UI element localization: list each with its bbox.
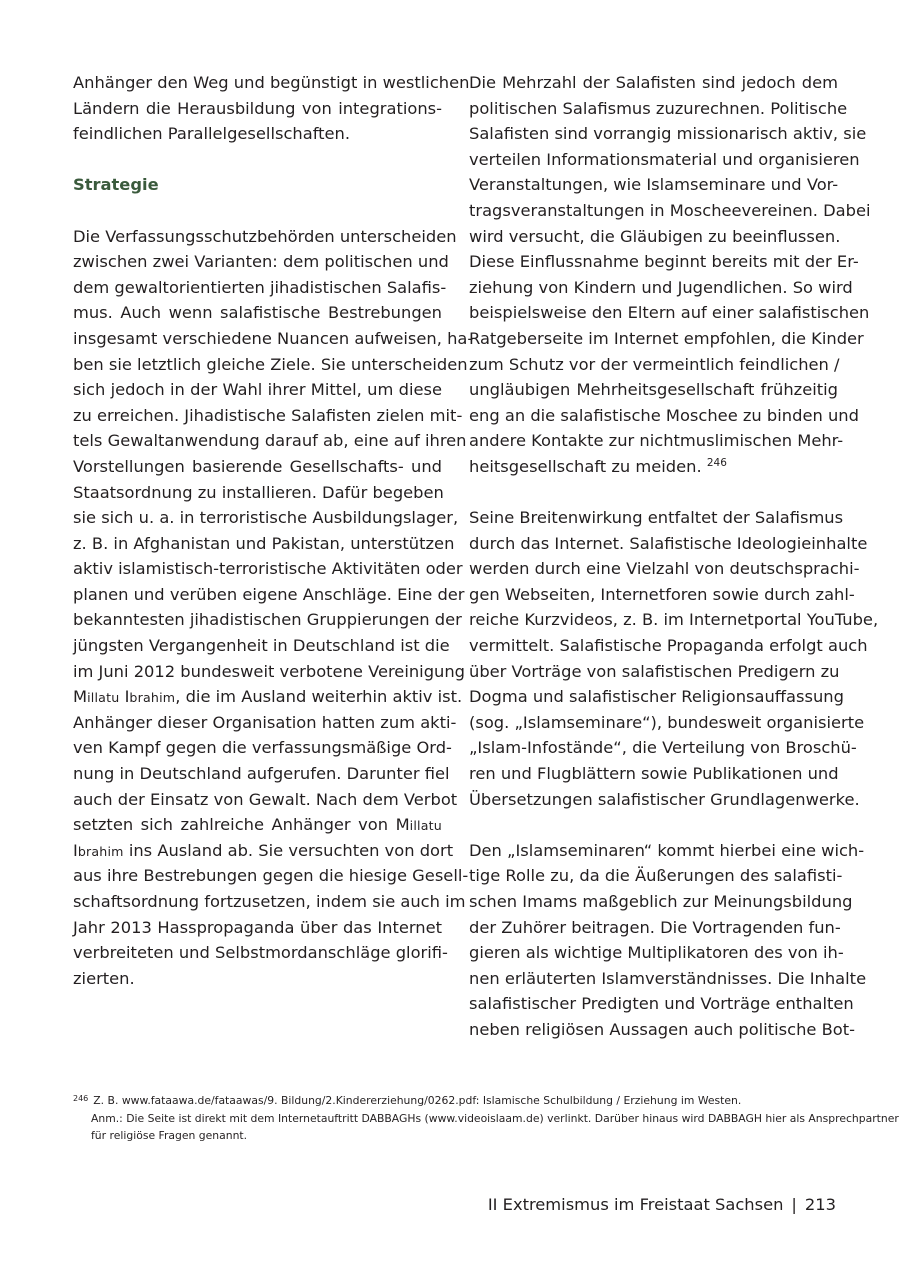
text-line: schaftsordnung fortzusetzen, indem sie auch im [73, 892, 466, 911]
page-number: 213 [804, 1195, 836, 1214]
text-line: Ratgeberseite im Internet empfohlen, die Kinder [469, 328, 864, 348]
text-line: zwischen zwei Varianten: dem politischen und [73, 252, 449, 272]
text-line: insgesamt verschiedene Nuancen aufweisen, ha- [73, 328, 474, 348]
text-line: Anhänger den Weg und begünstigt in westlichen [73, 73, 470, 92]
text-line: ren und Flugblättern sowie Publikationen und [469, 764, 839, 784]
text-line: sich jedoch in der Wahl ihrer Mittel, um diese [73, 380, 442, 400]
text-line: dem gewaltorientierten jihadistischen Salafis- [73, 277, 447, 297]
footnote-ref[interactable]: 246 [706, 456, 727, 469]
text-line: ben sie letztlich gleiche Ziele. Sie unterscheiden [73, 354, 468, 374]
text-line: nung in Deutschland aufgerufen. Darunter fiel [73, 764, 450, 784]
text-line: verbreiteten und Selbstmordanschläge glorifi- [73, 943, 448, 963]
footnote-line: Anm.: Die Seite ist direkt mit dem Internetauftritt DABBAGHs (www.videoislaam.de) verlinkt. Darüber hinaus wird DABBAGH hier als Ansprechpartner [91, 1111, 899, 1125]
text-line: aus ihre Bestrebungen gegen die hiesige Gesell- [73, 866, 469, 886]
text-line: z. B. in Afghanistan und Pakistan, unterstützen [73, 533, 455, 553]
text-line-org-name: setzten sich zahlreiche Anhänger von Millatu [73, 815, 442, 835]
text-line: Veranstaltungen, wie Islamseminare und Vor- [469, 175, 839, 195]
body-paragraph [469, 505, 879, 812]
text-line: werden durch eine Vielzahl von deutschsprachi- [469, 559, 860, 579]
text-line-org-name: Ibrahim ins Ausland ab. Sie versuchten von dort [73, 840, 454, 860]
text-line: Die Verfassungsschutzbehörden unterscheiden [73, 226, 457, 246]
running-footer-title: II Extremismus im Freistaat Sachsen [487, 1195, 784, 1214]
text-line: Den „Islamseminaren“ kommt hierbei eine wich- [469, 840, 865, 860]
section-heading: Strategie [73, 175, 159, 195]
text-line: verteilen Informationsmaterial und organisieren [469, 149, 860, 169]
text-line: zu erreichen. Jihadistische Salafisten zielen mit- [73, 405, 463, 425]
text-line: ven Kampf gegen die verfassungsmäßige Ord- [73, 738, 452, 758]
text-line: tels Gewaltanwendung darauf ab, eine auf ihren [73, 431, 467, 451]
text-line: Ländern die Herausbildung von integrations- [73, 98, 442, 118]
text-line: Anhänger dieser Organisation hatten zum akti- [73, 712, 457, 732]
text-line: tragsveranstaltungen in Moscheevereinen. Dabei [469, 200, 871, 220]
text-line: ziehung von Kindern und Jugendlichen. So wird [469, 277, 853, 297]
text-line: reiche Kurzvideos, z. B. im Internetportal YouTube, [469, 610, 879, 630]
body-paragraph [469, 70, 871, 480]
text-line: jüngsten Vergangenheit in Deutschland ist die [73, 636, 450, 656]
right-column [469, 70, 879, 1043]
text-line: Jahr 2013 Hasspropaganda über das Internet [73, 917, 442, 937]
text-line: neben religiösen Aussagen auch politische Bot- [469, 1019, 855, 1039]
text-line: Diese Einflussnahme beginnt bereits mit der Er- [469, 252, 859, 272]
text-line: Vorstellungen basierende Gesellschafts- und [73, 456, 442, 476]
text-line: im Juni 2012 bundesweit verbotene Vereinigung [73, 661, 465, 681]
text-line: andere Kontakte zur nichtmuslimischen Mehr- [469, 431, 844, 451]
text-line: Seine Breitenwirkung entfaltet der Salafismus [469, 508, 844, 528]
text-line: aktiv islamistisch-terroristische Aktivitäten oder [73, 559, 463, 579]
text-line: eng an die salafistische Moschee zu binden und [469, 405, 859, 425]
text-line: zum Schutz vor der vermeintlich feindlichen / [469, 354, 840, 374]
left-column [73, 70, 474, 991]
text-line: bekanntesten jihadistischen Gruppierungen der [73, 610, 462, 630]
text-line: beispielsweise den Eltern auf einer salafistischen [469, 303, 870, 323]
text-line: politischen Salafismus zuzurechnen. Politische [469, 98, 848, 118]
text-line-org-name: Millatu Ibrahim, die im Ausland weiterhin aktiv ist. [73, 687, 463, 707]
text-line: tige Rolle zu, da die Äußerungen des salafisti- [469, 866, 843, 886]
body-paragraph [469, 838, 867, 1043]
footnote-line: für religiöse Fragen genannt. [91, 1129, 248, 1142]
text-line: heitsgesellschaft zu meiden. $^{246}$ [469, 456, 727, 476]
text-line: Staatsordnung zu installieren. Dafür begeben [73, 482, 444, 502]
text-line: ungläubigen Mehrheitsgesellschaft frühzeitig [469, 380, 838, 400]
text-line: „Islam-Infostände“, die Verteilung von Broschü- [469, 738, 857, 758]
footnote-number: 246 [73, 1094, 89, 1103]
text-line: mus. Auch wenn salafistische Bestrebungen [73, 303, 442, 323]
text-line: gieren als wichtige Multiplikatoren des von ih- [469, 943, 844, 963]
text-line: durch das Internet. Salafistische Ideologieinhalte [469, 533, 868, 553]
text-line: schen Imams maßgeblich zur Meinungsbildung [469, 892, 853, 911]
text-line: gen Webseiten, Internetforen sowie durch zahl- [469, 584, 855, 604]
text-line: feindlichen Parallelgesellschaften. [73, 124, 351, 144]
text-line: Übersetzungen salafistischer Grundlagenwerke. [469, 789, 860, 809]
text-line: Salafisten sind vorrangig missionarisch aktiv, sie [469, 124, 867, 144]
text-line: nen erläuterten Islamverständnisses. Die Inhalte [469, 968, 867, 988]
text-line: planen und verüben eigene Anschläge. Eine der [73, 584, 465, 604]
body-paragraph [73, 224, 474, 992]
footnote-line: $^{246}$ Z. B. www.fataawa.de/fataawas/9. Bildung/2.Kindererziehung/0262.pdf: Islamische Schulbildung / Erziehung im Westen. [73, 1094, 742, 1107]
page-footer [488, 1195, 836, 1214]
text-line: auch der Einsatz von Gewalt. Nach dem Verbot [73, 789, 458, 809]
text-line: salafistischer Predigten und Vorträge enthalten [469, 994, 854, 1014]
footnotes [73, 1090, 899, 1145]
text-line: wird versucht, die Gläubigen zu beeinflussen. [469, 226, 841, 246]
text-line: zierten. [73, 968, 135, 988]
text-line: Dogma und salafistischer Religionsauffassung [469, 687, 844, 707]
text-line: sie sich u. a. in terroristische Ausbildungslager, [73, 508, 459, 528]
text-line: Die Mehrzahl der Salafisten sind jedoch dem [469, 73, 838, 92]
text-line: vermittelt. Salafistische Propaganda erfolgt auch [469, 636, 868, 656]
text-line: über Vorträge von salafistischen Predigern zu [469, 661, 840, 681]
footer-separator: | [791, 1195, 797, 1214]
text-line: der Zuhörer beitragen. Die Vortragenden fun- [469, 917, 841, 937]
text-line: (sog. „Islamseminare“), bundesweit organisierte [469, 712, 865, 732]
